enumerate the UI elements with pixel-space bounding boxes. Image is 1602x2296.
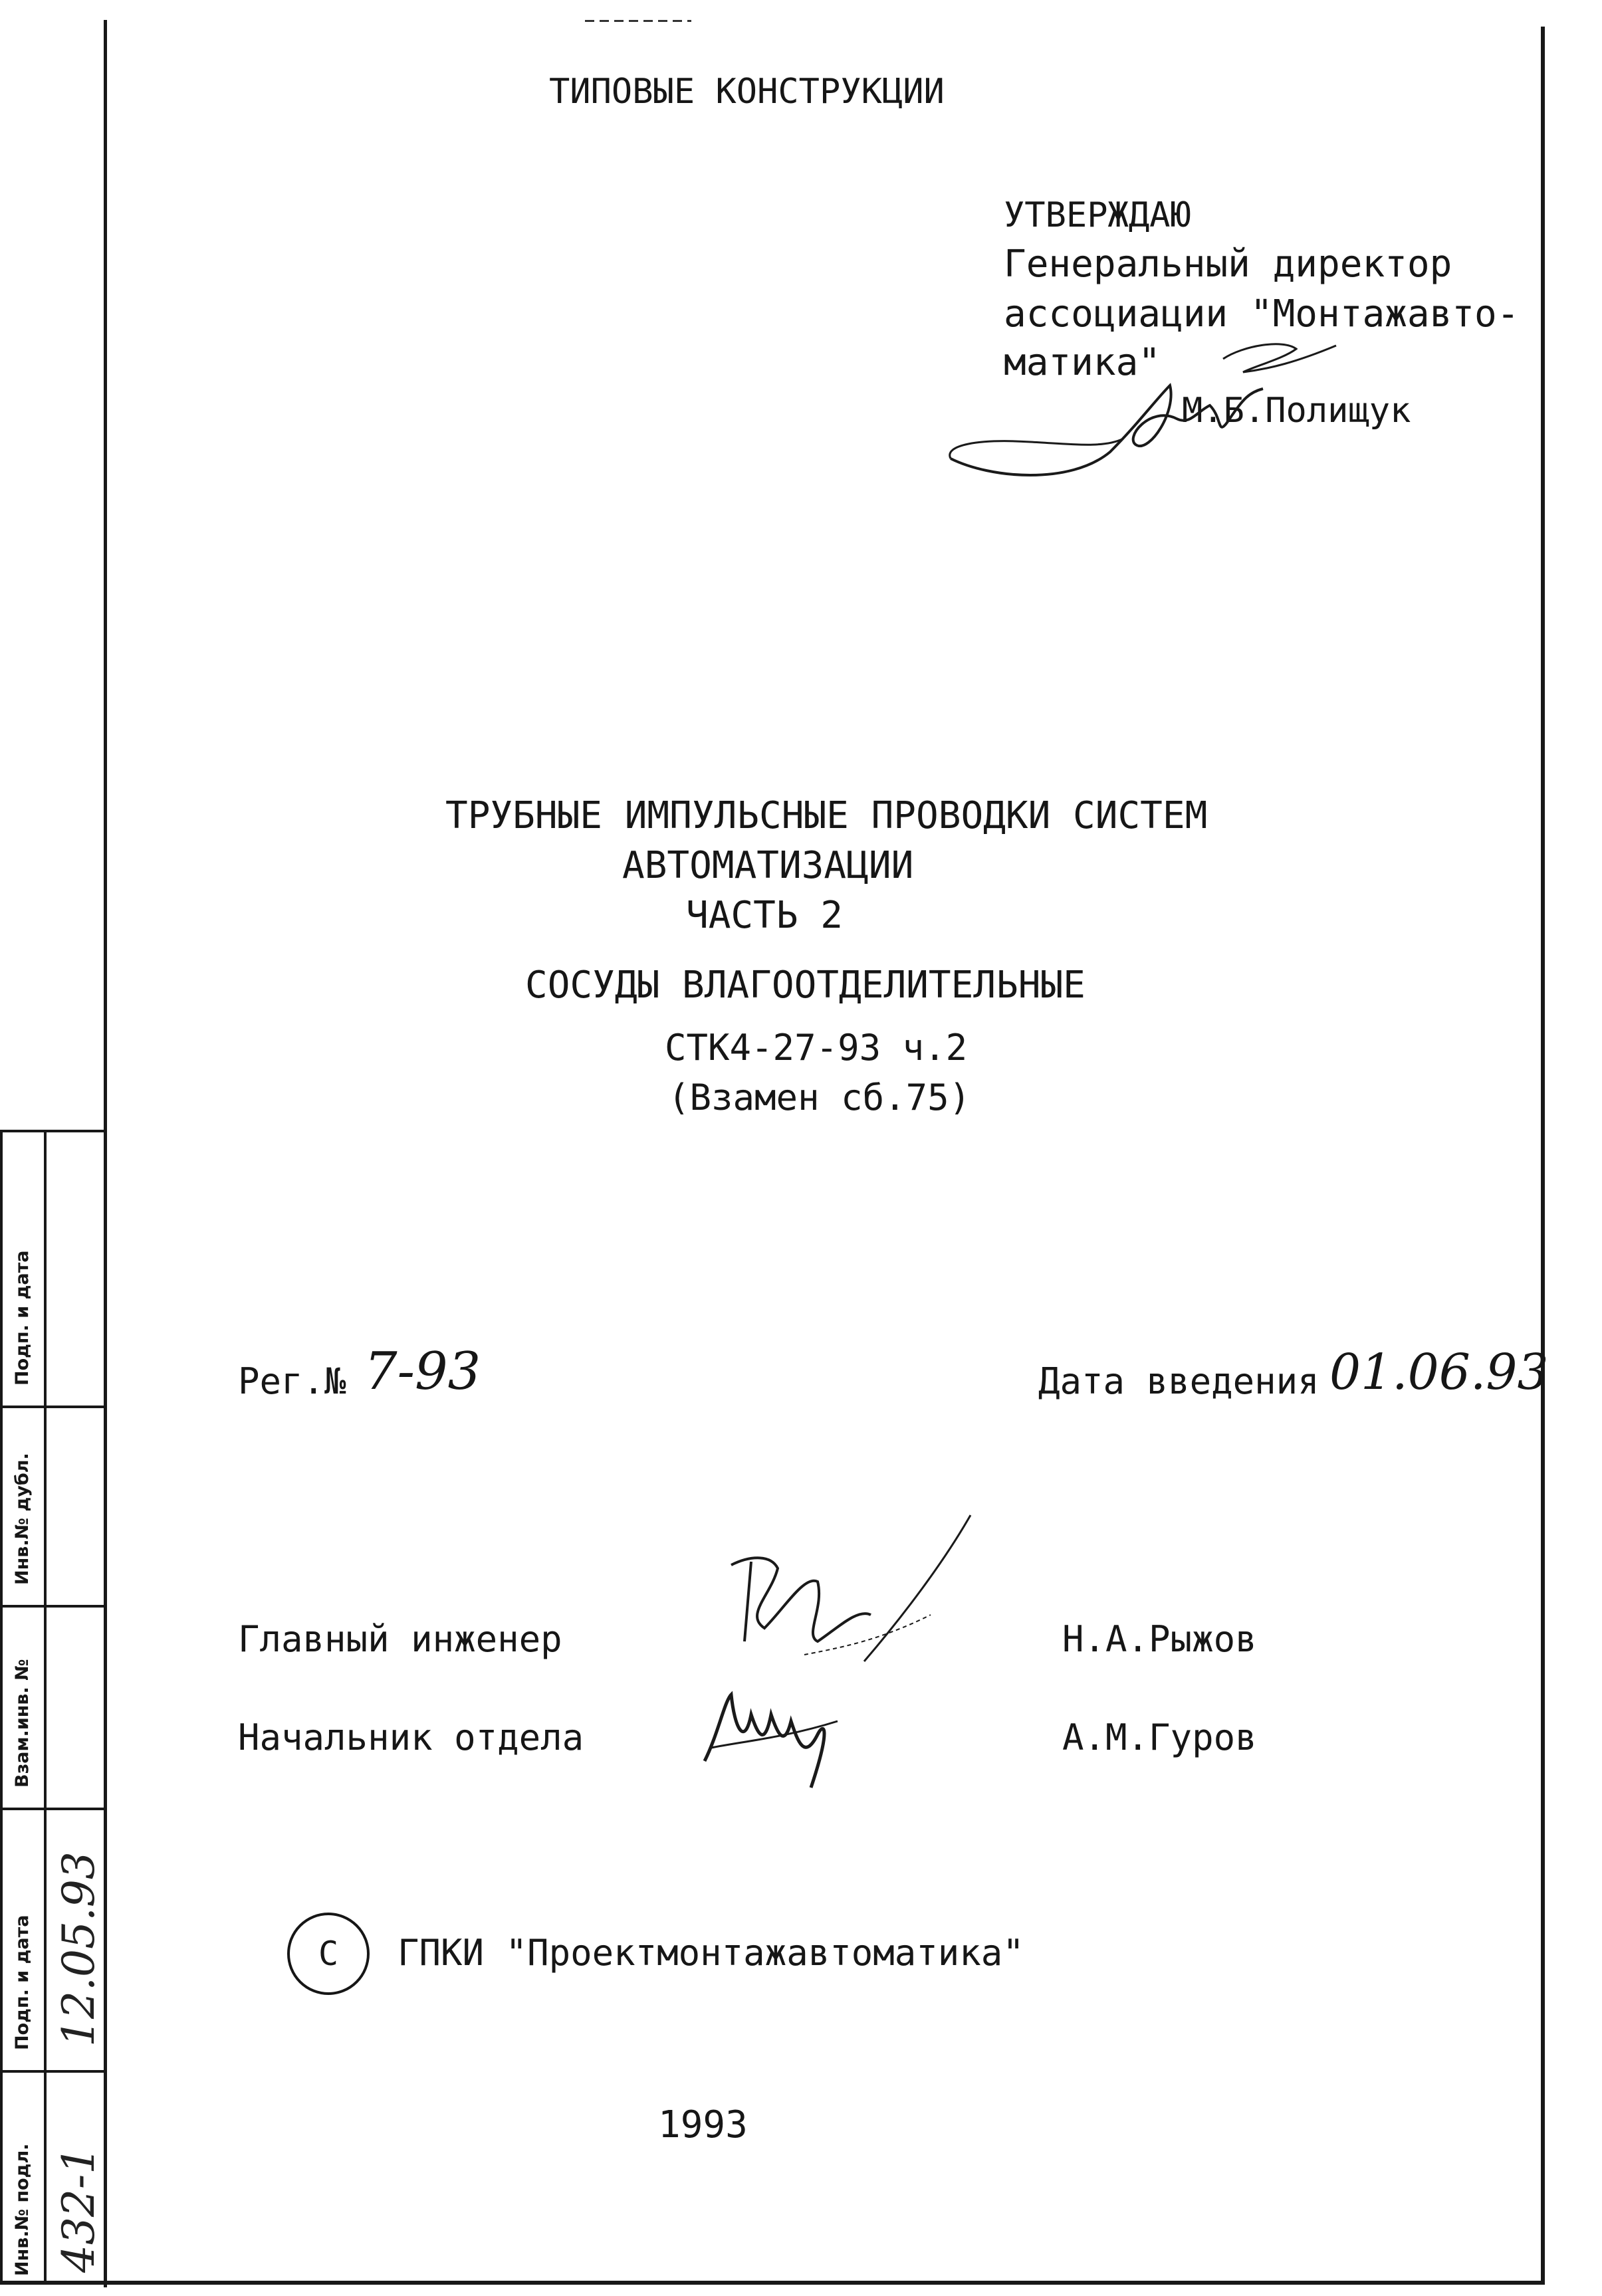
stamp-left-line xyxy=(0,1130,3,2283)
intro-date-value: 01.06.93 xyxy=(1329,1344,1549,1401)
copyright-symbol: С xyxy=(318,1934,339,1973)
dept-head-signature xyxy=(691,1675,864,1808)
stamp-label-sign-date-2: Подп. и дата xyxy=(12,1915,33,2050)
stamp-inner-line xyxy=(44,1130,47,2283)
stamp-handwritten-date: 12.05.93 xyxy=(53,1851,104,2047)
frame-top-dashes xyxy=(585,20,691,22)
approval-organization-cont: матика" xyxy=(1004,341,1161,384)
copyright-holder: ГПКИ "Проектмонтажавтоматика" xyxy=(398,1932,1024,1974)
chief-engineer-name: Н.А.Рыжов xyxy=(1062,1618,1257,1660)
approval-word: УТВЕРЖДАЮ xyxy=(1004,195,1191,235)
chief-engineer-signature xyxy=(705,1509,984,1681)
document-part: ЧАСТЬ 2 xyxy=(686,894,844,937)
series-title: ТИПОВЫЕ КОНСТРУКЦИИ xyxy=(549,72,945,112)
stamp-label-orig-inv: Инв.№ подл. xyxy=(12,2143,33,2276)
stamp-divider-4 xyxy=(0,2070,106,2073)
document-subtitle: СОСУДЫ ВЛАГООТДЕЛИТЕЛЬНЫЕ xyxy=(525,964,1086,1007)
approval-signer-name: М.Б.Полищук xyxy=(1182,391,1411,431)
reg-label: Рег.№ xyxy=(238,1360,346,1402)
reg-value: 7-93 xyxy=(364,1342,481,1402)
stamp-handwritten-inv: 432-1 xyxy=(53,2146,104,2273)
stamp-divider-1 xyxy=(0,1406,106,1408)
stamp-label-replace-inv: Взам.инв. № xyxy=(12,1659,33,1788)
document-title-line-2: АВТОМАТИЗАЦИИ xyxy=(622,844,914,887)
frame-right-line xyxy=(1541,27,1545,2283)
stamp-divider-2 xyxy=(0,1605,106,1608)
director-signature xyxy=(937,319,1349,505)
approval-organization: ассоциации "Монтажавто- xyxy=(1004,292,1520,336)
frame-bottom-line xyxy=(0,2281,1545,2285)
dept-head-role: Начальник отдела xyxy=(238,1717,584,1758)
approval-position: Генеральный директор xyxy=(1004,243,1452,286)
stamp-label-sign-date-1: Подп. и дата xyxy=(12,1250,33,1386)
document-code: СТК4-27-93 ч.2 xyxy=(665,1027,968,1069)
stamp-top-line xyxy=(0,1130,106,1132)
stamp-divider-3 xyxy=(0,1808,106,1810)
document-replaces: (Взамен сб.75) xyxy=(668,1077,971,1118)
stamp-label-dup-inv: Инв.№ дубл. xyxy=(12,1453,33,1585)
document-title-line-1: ТРУБНЫЕ ИМПУЛЬСНЫЕ ПРОВОДКИ СИСТЕМ xyxy=(445,794,1208,837)
chief-engineer-role: Главный инженер xyxy=(238,1618,562,1660)
publication-year: 1993 xyxy=(658,2103,748,2146)
copyright-mark xyxy=(287,1913,370,1995)
dept-head-name: А.М.Гуров xyxy=(1062,1717,1257,1758)
intro-date-label: Дата введения xyxy=(1038,1360,1319,1402)
